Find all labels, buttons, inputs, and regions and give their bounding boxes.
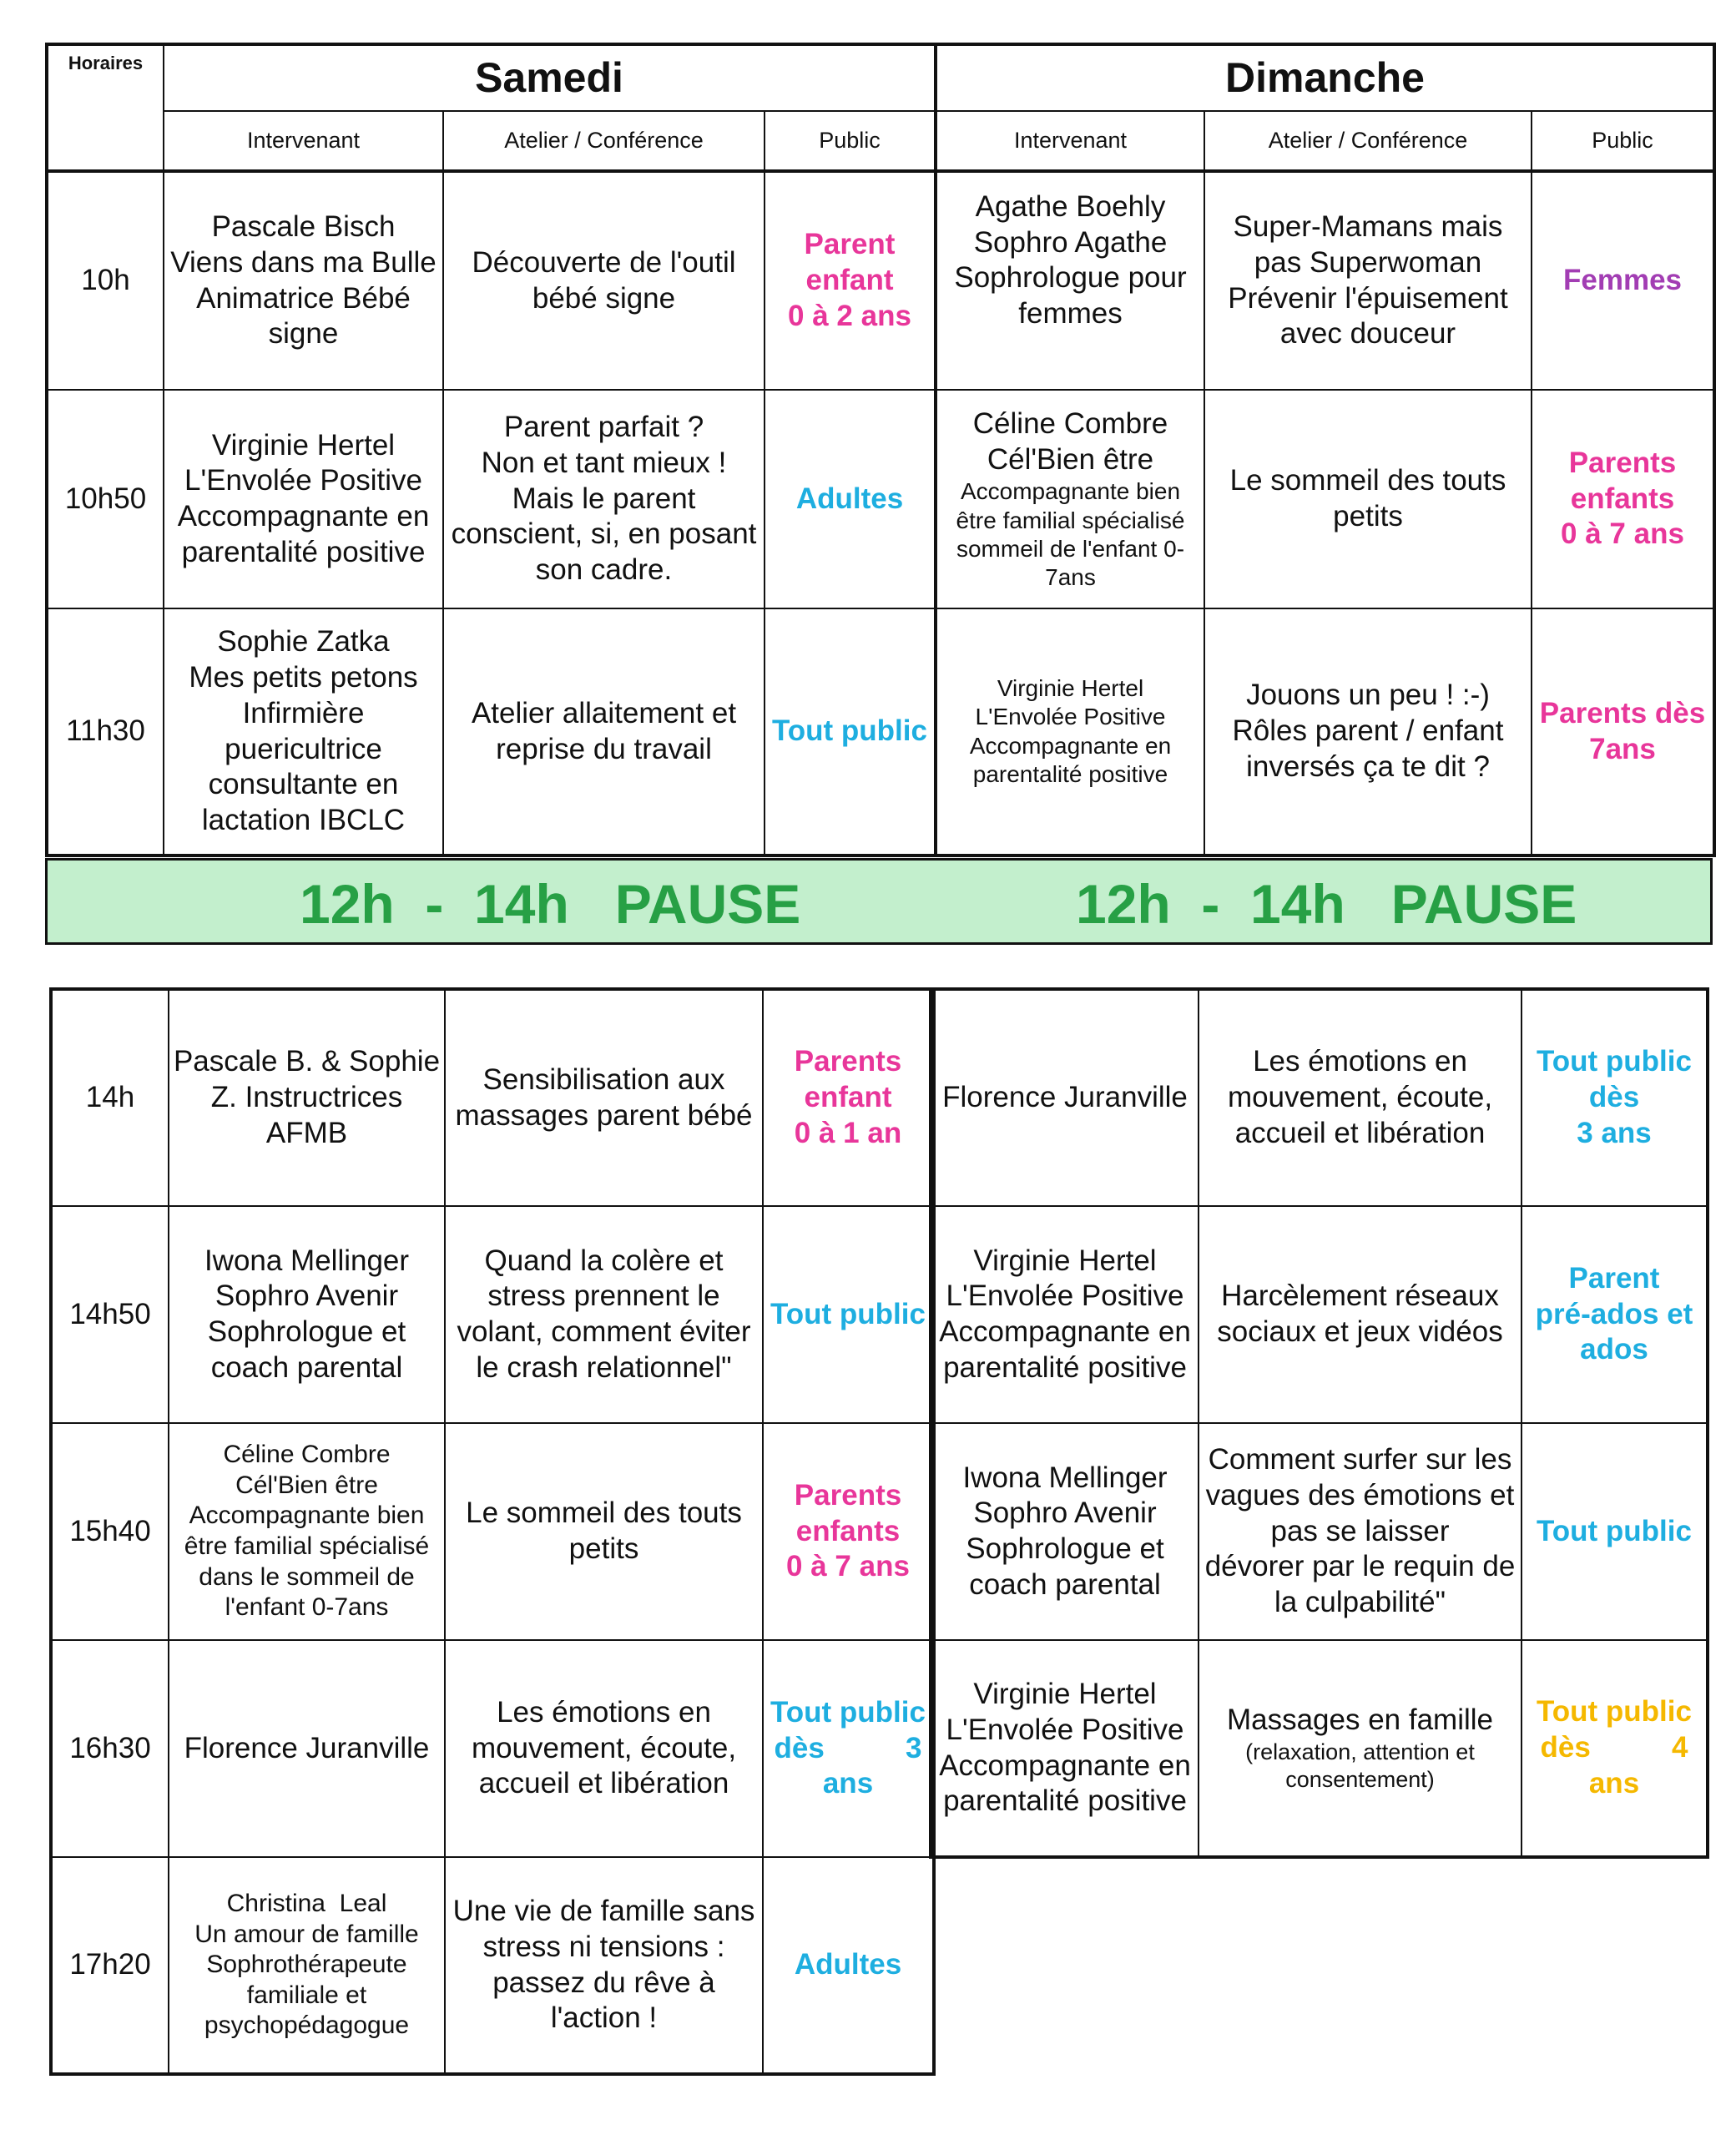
topic-cell [445, 1857, 763, 2074]
topic-cell [445, 1206, 763, 1423]
table-row [51, 1206, 934, 1423]
table-row [51, 1857, 934, 2074]
topic-line: Rôles parent / enfant [1232, 714, 1504, 748]
topic-line: passez du rêve à [492, 1966, 715, 1999]
speaker-line: Un amour de famille [194, 1920, 419, 1948]
speaker-cell [169, 1206, 445, 1423]
speaker-line: parentalité positive [972, 760, 1168, 787]
public-cell [1522, 1423, 1708, 1640]
table-row [931, 1640, 1708, 1857]
topic-line: pas se laisser [1270, 1514, 1450, 1547]
public-line: enfant [805, 264, 894, 297]
topic-line: pas Superwoman [1254, 245, 1482, 279]
table-row [931, 1423, 1708, 1640]
speaker-line: parentalité positive [943, 1784, 1187, 1818]
horaires-header: Horaires [47, 44, 164, 171]
speaker-line: Sophro Agathe [973, 225, 1168, 259]
public-line: 0 à 2 ans [788, 299, 911, 332]
col-header-intervenant: Intervenant [936, 111, 1204, 171]
topic-line: Quand la colère et [484, 1244, 724, 1277]
speaker-line: dans le sommeil de [199, 1562, 415, 1591]
speaker-line: Pascale Bisch [211, 210, 396, 244]
speaker-line: Iwona Mellinger [962, 1461, 1168, 1494]
speaker-cell [169, 989, 445, 1206]
topic-line: Découverte de l'outil [472, 245, 736, 279]
speaker-line: Florence Juranville [942, 1081, 1188, 1114]
time-slot: 10h [47, 171, 164, 390]
topic-line: vagues des émotions et [1205, 1478, 1515, 1512]
topic-cell [1199, 989, 1522, 1206]
speaker-line: signe [268, 317, 339, 351]
speaker-line: Céline Combre [223, 1441, 391, 1469]
topic-cell [443, 390, 765, 608]
public-line: 7ans [1589, 732, 1656, 765]
public-line: Femmes [1562, 264, 1683, 297]
public-line: Parents [1568, 446, 1677, 479]
topic-line: Sensibilisation aux [482, 1062, 725, 1096]
topic-cell [443, 608, 765, 856]
speaker-cell [164, 171, 443, 390]
public-cell [765, 171, 936, 390]
public-cell [1522, 989, 1708, 1206]
public-cell [763, 989, 934, 1206]
topic-line: accueil et libération [1234, 1116, 1486, 1149]
speaker-line: Sophro Avenir [973, 1497, 1157, 1530]
public-line: Tout public [772, 714, 927, 748]
speaker-line: coach parental [969, 1567, 1161, 1601]
speaker-line: Animatrice Bébé [196, 281, 411, 315]
topic-line: Le sommeil des touts [1229, 464, 1506, 497]
topic-line: accueil et libération [478, 1767, 729, 1800]
table-row [47, 608, 1714, 856]
speaker-line: familiale et [246, 1981, 367, 2009]
public-line: Parent [804, 228, 896, 261]
topic-line: volant, comment éviter [457, 1315, 751, 1348]
public-line: Tout public [770, 1695, 926, 1729]
time-slot: 14h50 [51, 1206, 169, 1423]
speaker-line: Agathe Boehly [975, 190, 1166, 223]
speaker-desc-line: 7ans [1045, 563, 1096, 590]
day-header-dimanche: Dimanche [936, 44, 1714, 111]
speaker-line: Infirmière [242, 696, 365, 729]
speaker-line: puericultrice [225, 732, 382, 765]
topic-line: l'action ! [550, 2001, 658, 2035]
speaker-line: Sophrologue et [966, 1532, 1164, 1565]
topic-line: mouvement, écoute, [1227, 1081, 1493, 1114]
speaker-line: parentalité positive [181, 535, 426, 568]
speaker-cell [164, 608, 443, 856]
topic-line: inversés ça te dit ? [1246, 750, 1490, 783]
topic-line: Comment surfer sur les [1208, 1443, 1512, 1476]
speaker-line: Accompagnante en [939, 1315, 1191, 1348]
public-line: Tout public [1537, 1045, 1692, 1078]
speaker-line: L'Envolée Positive [946, 1713, 1184, 1746]
public-cell [763, 1640, 934, 1857]
topic-cell [445, 1423, 763, 1640]
topic-line: petits [1333, 500, 1403, 532]
speaker-line: Accompagnante en [177, 500, 430, 532]
col-header-intervenant: Intervenant [164, 111, 443, 171]
speaker-line: Florence Juranville [184, 1731, 430, 1764]
speaker-cell [931, 1206, 1199, 1423]
public-line: Parents [794, 1045, 902, 1078]
public-line: 3 ans [1577, 1116, 1652, 1149]
public-cell [1532, 608, 1714, 856]
table-row [931, 989, 1708, 1206]
public-cell [763, 1206, 934, 1423]
topic-line: la culpabilité" [1274, 1586, 1446, 1619]
pause-label-dimanche: 12h - 14h PAUSE [1076, 873, 1577, 935]
table-row [51, 1640, 934, 1857]
speaker-line: AFMB [265, 1116, 348, 1149]
topic-line: Jouons un peu ! :-) [1246, 679, 1490, 712]
topic-line: avec douceur [1279, 317, 1456, 351]
topic-line: sociaux et jeux vidéos [1217, 1315, 1503, 1348]
time-slot: 15h40 [51, 1423, 169, 1640]
speaker-line: Virginie Hertel [997, 675, 1144, 702]
public-cell [1522, 1640, 1708, 1857]
speaker-line: psychopédagogue [204, 2011, 410, 2040]
topic-line: Une vie de famille sans [452, 1895, 755, 1928]
col-header-public: Public [1532, 111, 1714, 171]
speaker-desc-line: sommeil de l'enfant 0- [956, 535, 1185, 562]
public-line: Parents dès [1539, 696, 1706, 729]
topic-cell [443, 171, 765, 390]
public-line: Tout public [1537, 1695, 1692, 1729]
topic-line: Le sommeil des touts [466, 1497, 742, 1530]
topic-sub-line: consentement) [1285, 1766, 1435, 1792]
public-line: enfant [804, 1081, 892, 1114]
public-cell [763, 1423, 934, 1640]
public-cell [765, 390, 936, 608]
col-header-public: Public [765, 111, 936, 171]
pause-label-samedi: 12h - 14h PAUSE [300, 873, 801, 935]
topic-cell [1204, 390, 1532, 608]
table-row [51, 989, 934, 1206]
time-slot: 11h30 [47, 608, 164, 856]
speaker-line: Virginie Hertel [211, 428, 396, 462]
speaker-line: femmes [1018, 297, 1123, 331]
afternoon-dimanche-table [929, 987, 1709, 1859]
topic-line: Non et tant mieux ! [481, 446, 727, 479]
speaker-cell [936, 171, 1204, 390]
public-line: Adultes [795, 482, 904, 515]
public-line: ados [1580, 1333, 1648, 1366]
public-line: dès 4 [1540, 1731, 1688, 1764]
speaker-line: L'Envolée Positive [975, 704, 1166, 730]
speaker-line: Accompagnante en [969, 732, 1172, 759]
speaker-cell [931, 1423, 1199, 1640]
col-header-atelier: Atelier / Conférence [1204, 111, 1532, 171]
speaker-line: lactation IBCLC [201, 803, 406, 836]
speaker-line: Virginie Hertel [973, 1244, 1157, 1277]
topic-sub-line: (relaxation, attention et [1245, 1739, 1475, 1764]
day-header-samedi: Samedi [164, 44, 936, 111]
table-row [47, 390, 1714, 608]
speaker-cell [169, 1640, 445, 1857]
topic-line: bébé signe [532, 281, 676, 315]
topic-line: Mais le parent [512, 482, 696, 515]
speaker-desc-line: Accompagnante bien [960, 478, 1181, 505]
topic-line: petits [568, 1532, 639, 1565]
speaker-line: Accompagnante bien [189, 1502, 425, 1530]
time-slot: 17h20 [51, 1857, 169, 2074]
public-line: Tout public [770, 1297, 926, 1330]
topic-line: son cadre. [535, 553, 673, 587]
speaker-line: Virginie Hertel [973, 1678, 1157, 1711]
speaker-line: Céline Combre [972, 407, 1168, 440]
public-cell [1522, 1206, 1708, 1423]
topic-line: mouvement, écoute, [471, 1731, 737, 1764]
topic-cell [445, 989, 763, 1206]
speaker-cell [169, 1857, 445, 2074]
topic-line: reprise du travail [496, 732, 712, 765]
speaker-line: Z. Instructrices [210, 1081, 403, 1114]
speaker-line: Sophrothérapeute [206, 1951, 407, 1979]
speaker-line: Sophie Zatka [217, 625, 390, 659]
speaker-cell [169, 1423, 445, 1640]
speaker-cell [936, 390, 1204, 608]
public-line: dès 3 [774, 1731, 922, 1764]
topic-line: le crash relationnel" [476, 1350, 732, 1384]
time-slot: 14h [51, 989, 169, 1206]
speaker-line: Sophro Avenir [214, 1280, 399, 1313]
speaker-cell [936, 608, 1204, 856]
speaker-line: l'enfant 0-7ans [225, 1593, 389, 1622]
public-cell [763, 1857, 934, 2074]
table-row [47, 171, 1714, 390]
table-row [931, 1206, 1708, 1423]
speaker-line: être familial spécialisé [184, 1532, 430, 1560]
topic-cell [445, 1640, 763, 1857]
topic-line: Parent parfait ? [503, 411, 704, 444]
speaker-line: Accompagnante en [939, 1749, 1191, 1782]
speaker-line: L'Envolée Positive [184, 464, 422, 497]
topic-line: Massages en famille [1226, 1703, 1494, 1737]
topic-line: Les émotions en [1253, 1045, 1467, 1078]
topic-line: Super-Mamans mais [1233, 210, 1503, 244]
public-line: Parents [794, 1478, 902, 1512]
public-cell [765, 608, 936, 856]
speaker-desc-line: être familial spécialisé [956, 507, 1185, 533]
public-line: 0 à 7 ans [786, 1550, 910, 1583]
topic-cell [1199, 1640, 1522, 1857]
speaker-line: Christina Leal [226, 1890, 387, 1918]
speaker-line: L'Envolée Positive [946, 1280, 1184, 1313]
topic-line: Les émotions en [497, 1695, 711, 1729]
speaker-line: Viens dans ma Bulle [170, 245, 437, 279]
topic-line: dévorer par le requin de [1204, 1550, 1516, 1583]
afternoon-samedi-table [49, 987, 936, 2076]
topic-line: conscient, si, en posant [451, 517, 757, 551]
topic-line: Harcèlement réseaux [1221, 1280, 1499, 1313]
speaker-line: Cél'Bien être [987, 442, 1154, 476]
speaker-cell [931, 989, 1199, 1206]
public-line: ans [822, 1767, 874, 1800]
topic-cell [1199, 1206, 1522, 1423]
time-slot: 16h30 [51, 1640, 169, 1857]
speaker-line: Cél'Bien être [235, 1471, 378, 1499]
speaker-line: parentalité positive [943, 1350, 1187, 1384]
speaker-line: Mes petits petons [189, 661, 418, 694]
speaker-cell [931, 1640, 1199, 1857]
speaker-line: Sophrologue pour [954, 261, 1187, 295]
public-line: 0 à 1 an [794, 1116, 902, 1149]
public-cell [1532, 171, 1714, 390]
speaker-line: consultante en [208, 768, 399, 801]
table-row [51, 1423, 934, 1640]
topic-line: Prévenir l'épuisement [1228, 281, 1508, 315]
col-header-atelier: Atelier / Conférence [443, 111, 765, 171]
public-line: Adultes [794, 1948, 902, 1981]
public-cell [1532, 390, 1714, 608]
lunch-pause-banner [45, 858, 1713, 945]
speaker-line: Iwona Mellinger [204, 1244, 410, 1277]
speaker-cell [164, 390, 443, 608]
speaker-line: coach parental [210, 1350, 403, 1384]
public-line: enfants [795, 1514, 901, 1547]
topic-line: stress prennent le [487, 1280, 720, 1313]
topic-line: Atelier allaitement et [471, 696, 737, 729]
topic-line: stress ni tensions : [482, 1930, 725, 1963]
topic-cell [1204, 171, 1532, 390]
public-line: Tout public [1537, 1514, 1692, 1547]
public-line: ans [1588, 1766, 1640, 1799]
topic-line: massages parent bébé [455, 1098, 753, 1132]
speaker-line: Sophrologue et [207, 1315, 406, 1348]
public-line: 0 à 7 ans [1561, 517, 1684, 551]
public-line: dès [1588, 1081, 1640, 1114]
topic-cell [1199, 1423, 1522, 1640]
time-slot: 10h50 [47, 390, 164, 608]
speaker-line: Pascale B. & Sophie [173, 1045, 441, 1078]
public-line: enfants [1570, 482, 1675, 515]
topic-cell [1204, 608, 1532, 856]
public-line: pré-ados et [1535, 1297, 1693, 1330]
public-line: Parent [1568, 1261, 1660, 1295]
morning-schedule-table [45, 43, 1716, 857]
